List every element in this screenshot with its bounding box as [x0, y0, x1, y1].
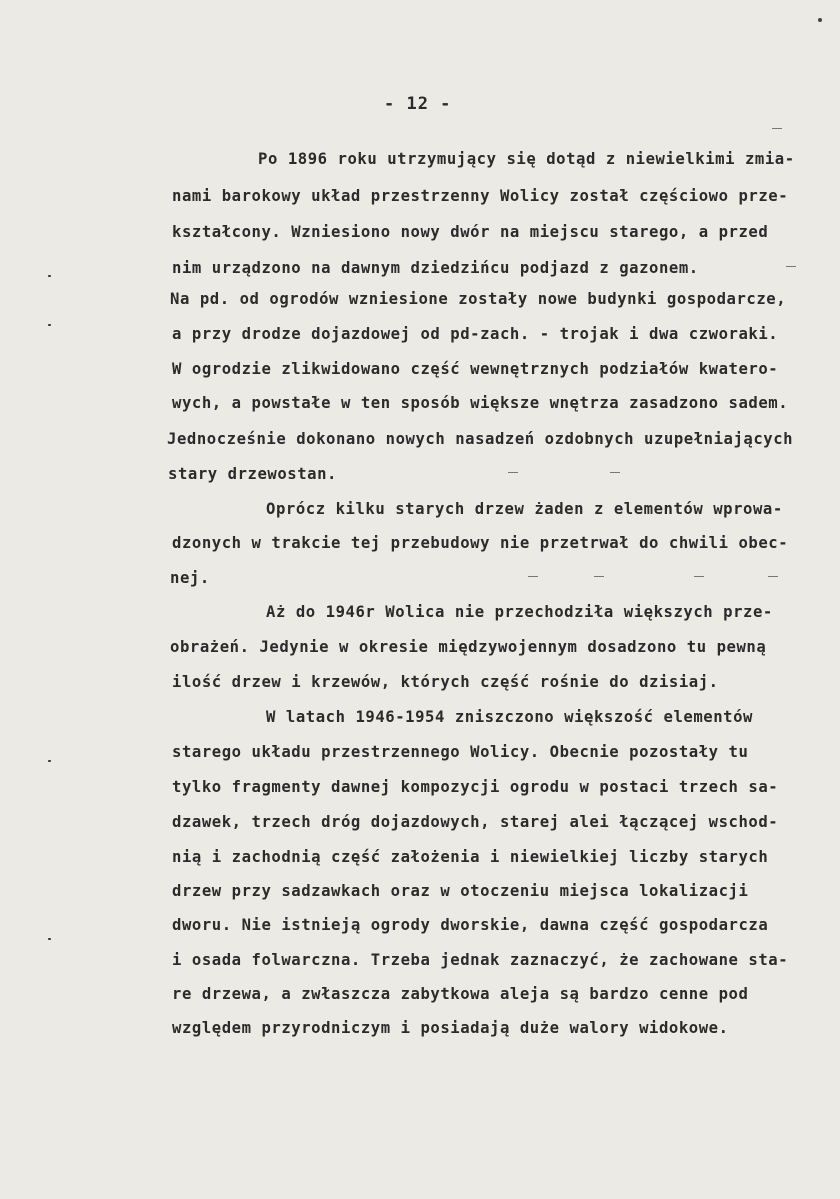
page-number: - 12 - — [384, 94, 452, 114]
text-line: nim urządzono na dawnym dziedzińcu podjazd z gazonem. — [172, 259, 699, 277]
scan-speck — [48, 760, 51, 762]
scan-speck — [610, 472, 620, 473]
scan-speck — [786, 266, 796, 267]
text-line: tylko fragmenty dawnej kompozycji ogrodu w postaci trzech sa- — [172, 778, 779, 796]
scan-speck — [772, 128, 782, 129]
scan-speck — [694, 576, 704, 577]
scan-speck — [508, 472, 518, 473]
scan-speck — [48, 324, 51, 326]
text-line: Oprócz kilku starych drzew żaden z elementów wprowa- — [266, 500, 783, 518]
scan-speck — [48, 275, 51, 277]
text-line: kształcony. Wzniesiono nowy dwór na miejscu starego, a przed — [172, 223, 769, 241]
scan-speck — [768, 576, 778, 577]
scan-speck — [818, 18, 822, 22]
scan-speck — [594, 576, 604, 577]
text-line: drzew przy sadzawkach oraz w otoczeniu miejsca lokalizacji — [172, 882, 749, 900]
text-line: starego układu przestrzennego Wolicy. Obecnie pozostały tu — [172, 743, 749, 761]
scan-speck — [528, 576, 538, 577]
text-line: i osada folwarczna. Trzeba jednak zaznaczyć, że zachowane sta- — [172, 951, 789, 969]
text-line: Po 1896 roku utrzymujący się dotąd z niewielkimi zmia- — [258, 150, 795, 168]
scan-speck — [48, 938, 51, 940]
text-line: dworu. Nie istnieją ogrody dworskie, dawna część gospodarcza — [172, 916, 769, 934]
text-line: nej. — [170, 569, 210, 587]
text-line: re drzewa, a zwłaszcza zabytkowa aleja są bardzo cenne pod — [172, 985, 749, 1003]
text-line: Aż do 1946r Wolica nie przechodziła większych prze- — [266, 603, 773, 621]
text-line: stary drzewostan. — [168, 465, 337, 483]
text-line: a przy drodze dojazdowej od pd-zach. - trojak i dwa czworaki. — [172, 325, 779, 343]
text-line: Na pd. od ogrodów wzniesione zostały nowe budynki gospodarcze, — [170, 290, 787, 308]
text-line: obrażeń. Jedynie w okresie międzywojennym dosadzono tu pewną — [170, 638, 767, 656]
text-line: ilość drzew i krzewów, których część rośnie do dzisiaj. — [172, 673, 719, 691]
text-line: nami barokowy układ przestrzenny Wolicy został częściowo prze- — [172, 187, 789, 205]
text-line: wych, a powstałe w ten sposób większe wnętrza zasadzono sadem. — [172, 394, 789, 412]
text-line: dzawek, trzech dróg dojazdowych, starej alei łączącej wschod- — [172, 813, 779, 831]
text-line: dzonych w trakcie tej przebudowy nie przetrwał do chwili obec- — [172, 534, 789, 552]
text-line: W latach 1946-1954 zniszczono większość elementów — [266, 708, 753, 726]
text-line: względem przyrodniczym i posiadają duże walory widokowe. — [172, 1019, 729, 1037]
text-line: Jednocześnie dokonano nowych nasadzeń ozdobnych uzupełniających — [167, 430, 794, 448]
text-line: nią i zachodnią część założenia i niewielkiej liczby starych — [172, 848, 769, 866]
text-line: W ogrodzie zlikwidowano część wewnętrznych podziałów kwatero- — [172, 360, 779, 378]
